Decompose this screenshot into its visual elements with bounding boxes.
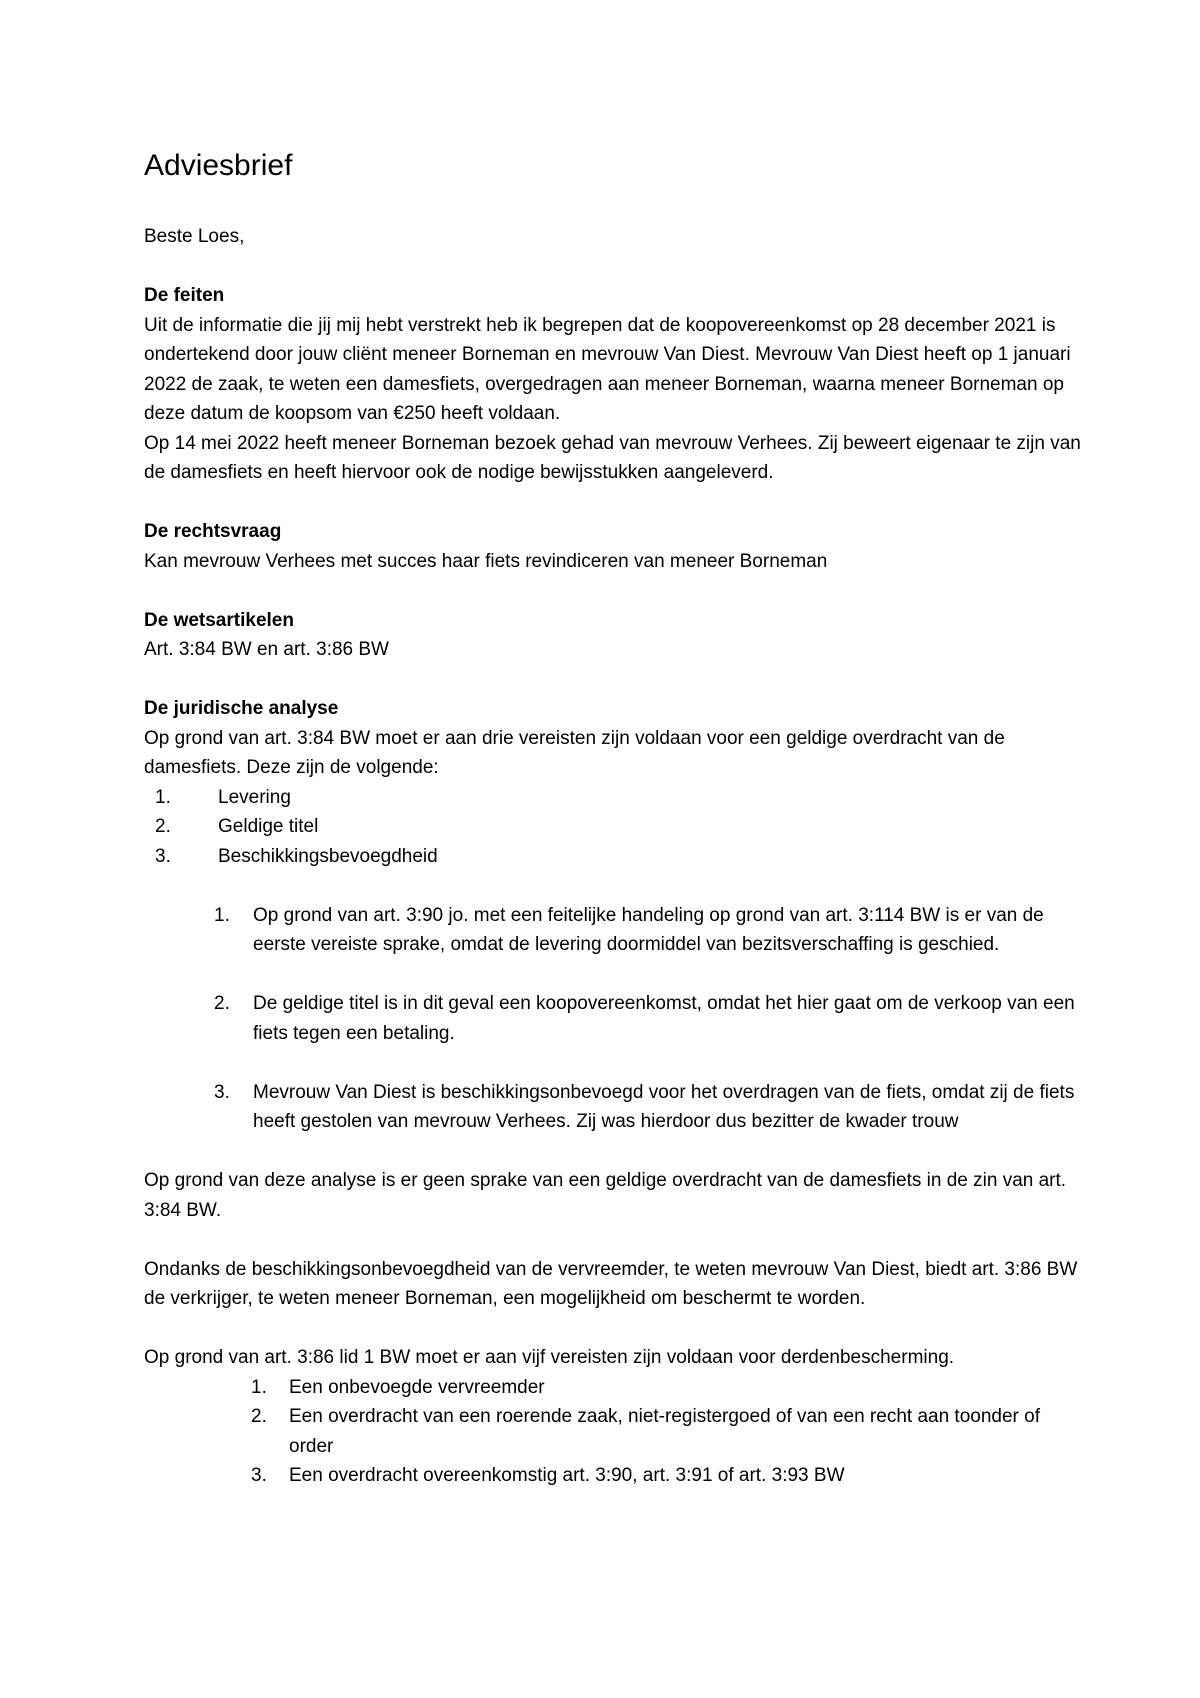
list-number: 3. (251, 1465, 267, 1486)
list-number: 3. (155, 845, 171, 867)
list-text: Levering (218, 786, 291, 808)
list-item (144, 842, 1084, 872)
list-text: Mevrouw Van Diest is beschikkingsonbevoegd voor het overdragen van de fiets, omdat zij de fiets heeft gestolen van mevrouw Verhees. Zij was hierdoor dus bezitter de kwader trouw (253, 1081, 1075, 1132)
requirements-list (144, 783, 1084, 872)
list-item (144, 901, 1084, 960)
feiten-paragraph-1: Uit de informatie die jij mij hebt verstrekt heb ik begrepen dat de koopovereenkomst op 28 december 2021 is ondertekend door jouw cliënt meneer Borneman en mevrouw Van Diest. Mevrouw Van Diest heeft op 1 januari 2022 de zaak, te weten een damesfiets, overgedragen aan meneer Borneman, waarna meneer Borneman op deze datum de koopsom van €250 heeft voldaan. (144, 314, 1071, 424)
list-item (144, 1078, 1084, 1137)
list-item (144, 812, 1084, 842)
list-number: 1. (155, 786, 171, 808)
heading-feiten: De feiten (144, 285, 225, 306)
list-number: 3. (214, 1081, 230, 1103)
heading-wetsartikelen: De wetsartikelen (144, 609, 294, 631)
document-page (144, 148, 1084, 1491)
heading-juridische-analyse: De juridische analyse (144, 698, 339, 719)
analyse-conclusion: Op grond van deze analyse is er geen sprake van een geldige overdracht van de damesfiets in de zin van art. 3:84 BW. (144, 1170, 1067, 1221)
list-item (144, 1461, 1084, 1491)
list-item (144, 783, 1084, 813)
list-item (144, 989, 1084, 1048)
document-title: Adviesbrief (144, 149, 293, 182)
greeting: Beste Loes, (144, 226, 245, 247)
list-item (144, 1402, 1084, 1461)
third-party-requirements-list (144, 1373, 1084, 1491)
list-number: 1. (251, 1376, 267, 1398)
list-text: Een overdracht overeenkomstig art. 3:90, art. 3:91 of art. 3:93 BW (289, 1465, 845, 1486)
list-text: Een overdracht van een roerende zaak, niet-registergoed of van een recht aan toonder of order (289, 1406, 1040, 1457)
wetsartikelen-text: Art. 3:84 BW en art. 3:86 BW (144, 639, 389, 660)
list-number: 1. (214, 904, 230, 926)
list-text: De geldige titel is in dit geval een koopovereenkomst, omdat het hier gaat om de verkoop van een fiets tegen een betaling. (253, 993, 1075, 1044)
list-number: 2. (214, 993, 230, 1014)
explanations-list (144, 901, 1084, 1137)
analyse-intro: Op grond van art. 3:84 BW moet er aan drie vereisten zijn voldaan voor een geldige overdracht van de damesfiets. Deze zijn de volgende: (144, 727, 1005, 778)
analyse-protection: Ondanks de beschikkingsonbevoegdheid van de vervreemder, te weten mevrouw Van Diest, biedt art. 3:86 BW de verkrijger, te weten meneer Borneman, een mogelijkheid om beschermt te worden. (144, 1258, 1078, 1309)
heading-rechtsvraag: De rechtsvraag (144, 521, 282, 542)
list-number: 2. (251, 1406, 267, 1427)
rechtsvraag-text: Kan mevrouw Verhees met succes haar fiets revindiceren van meneer Borneman (144, 550, 828, 572)
list-number: 2. (155, 816, 171, 837)
list-text: Op grond van art. 3:90 jo. met een feitelijke handeling op grond van art. 3:114 BW is er van de eerste vereiste sprake, omdat de levering doormiddel van bezitsverschaffing is geschied. (253, 904, 1044, 955)
list-text: Beschikkingsbevoegdheid (218, 845, 438, 867)
list-text: Geldige titel (218, 816, 319, 837)
list-item (144, 1373, 1084, 1403)
feiten-paragraph-2: Op 14 mei 2022 heeft meneer Borneman bezoek gehad van mevrouw Verhees. Zij beweert eigenaar te zijn van de damesfiets en heeft hiervoor ook de nodige bewijsstukken aangeleverd. (144, 432, 1081, 483)
third-party-intro: Op grond van art. 3:86 lid 1 BW moet er aan vijf vereisten zijn voldaan voor derdenbescherming. (144, 1347, 955, 1368)
list-text: Een onbevoegde vervreemder (289, 1376, 545, 1398)
